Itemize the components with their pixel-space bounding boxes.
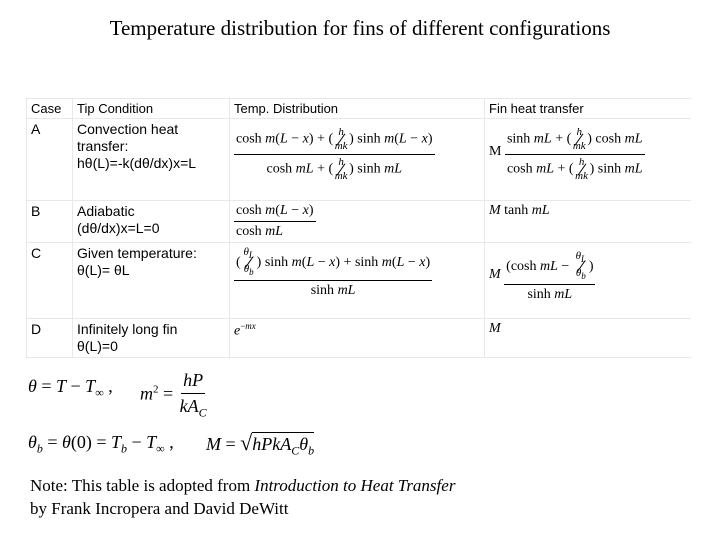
temp-distribution-formula: $e^{-mx}$ [230, 319, 484, 357]
slide-title: Temperature distribution for fins of different configurations [109, 16, 611, 40]
header-case: Case [27, 99, 72, 118]
fin-heat-transfer-formula: M tanh mL [485, 201, 693, 242]
citation-note [30, 474, 455, 520]
theta-definition: $\theta = T - T_\infty$ , [28, 376, 113, 400]
book-title: Introduction to Heat Transfer [254, 476, 456, 495]
tip-line: θ(L)= θL [77, 262, 130, 278]
case-label: D [27, 319, 72, 357]
tip-line: Adiabatic [77, 203, 135, 219]
table-header-row [27, 99, 693, 118]
theta-b-definition: $\theta_b = \theta(0) = T_b - T_\infty$ , [28, 432, 174, 456]
tip-line: Infinitely long fin [77, 321, 178, 337]
tip-condition [73, 119, 229, 200]
tip-line: transfer: [77, 138, 129, 154]
table-row [27, 119, 693, 200]
table-row [27, 243, 693, 318]
table-row [27, 319, 693, 357]
temp-distribution-formula: $\frac{\text{cosh m(L − x)}}{\text{cosh mL}}$ [230, 201, 484, 242]
fin-heat-transfer-formula: M [485, 319, 693, 357]
note-authors: by Frank Incropera and David DeWitt [30, 499, 289, 518]
tip-line: θ(L)=0 [77, 338, 118, 354]
temp-distribution-formula: cosh m(L − x) + ( h mk ) sinh m(L − x) cosh mL + ( h mk ) sinh mL [230, 119, 484, 200]
tip-condition [73, 319, 229, 357]
temp-distribution-formula: ( $\theta_L$ $\theta_b$ ) sinh m(L − x) + sinh m(L − x) sinh mL [230, 243, 484, 318]
tip-line: Convection heat [77, 121, 179, 137]
header-fin-heat-transfer: Fin heat transfer [485, 99, 693, 118]
tip-line: hθ(L)=-k(dθ/dx)x=L [77, 155, 197, 171]
tip-condition [73, 243, 229, 318]
fin-heat-transfer-formula: M (cosh mL − $\theta_L$ $\theta_b$ ) sinh mL [485, 243, 693, 318]
table-row [27, 201, 693, 242]
fin-table [26, 98, 691, 358]
tip-line: Given temperature: [77, 245, 197, 261]
header-tip-condition: Tip Condition [73, 99, 229, 118]
tip-condition [73, 201, 229, 242]
tip-line: (dθ/dx)x=L=0 [77, 220, 160, 236]
case-label: B [27, 201, 72, 242]
case-label: A [27, 119, 72, 200]
case-label: C [27, 243, 72, 318]
fin-heat-transfer-formula: M sinh mL + ( h mk ) cosh mL cosh mL + ( h mk ) sinh mL [485, 119, 693, 200]
header-temp-distribution: Temp. Distribution [230, 99, 484, 118]
note-prefix: Note: This table is adopted from [30, 476, 255, 495]
M-definition: $M = √hPkA_C\theta_b$ [206, 430, 315, 458]
m-squared-definition: $m^2$ = $\frac{hP}{kA_C}$ [140, 370, 207, 420]
